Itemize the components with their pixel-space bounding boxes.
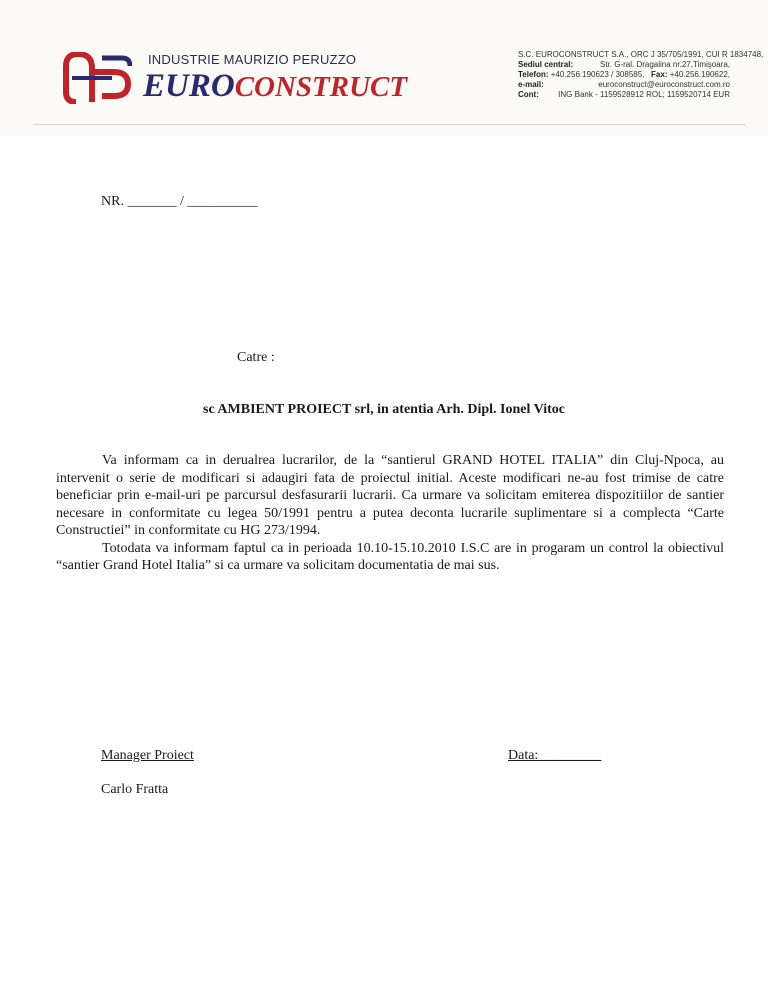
brand-part-construct: CONSTRUCT [234,71,408,103]
company-subtitle: INDUSTRIE MAURIZIO PERUZZO [148,52,357,67]
fax-value: +40.256.190622, [669,70,730,79]
cont-label: Cont: [518,90,539,99]
company-registration: S.C. EUROCONSTRUCT S.A., ORC J 35/705/1991, CUI R 1834748, [518,50,764,59]
telefon-value: +40.256.190623 / 308585, [550,70,645,79]
company-logo-icon [62,52,132,104]
sediu-value: Str. G-ral. Dragalina nr.27,Timişoara, [600,60,730,69]
body-paragraph-1: Va informam ca in derualrea lucrarilor, de la “santierul GRAND HOTEL ITALIA” din Cluj-Npoca, au intervenit o serie de modificari si adaugiri fata de proiectul initial. Aceste modificari ne-au fost trimise de catre beneficiar prin e-mail-uri pe parcursul desfasurarii lucrarii. Ca urmare va solicitam emiterea dispozitiilor de santier necesare in conformitate cu legea 50/1991 pentru a putea deconta lucrarile suplimentare si a complecta “Carte Constructiei” in conformitate cu HG 273/1994. [56,453,724,538]
email-label: e-mail: [518,80,544,89]
header-divider [34,124,746,125]
addressee-label: Catre : [237,350,275,365]
date-field-label: Data:_________ [508,748,602,763]
document-number-line: NR. _______ / __________ [101,194,258,209]
email-value: euroconstruct@euroconstruct.com.ro [598,80,730,89]
manager-label: Manager Proiect [101,748,194,763]
brand-name [143,66,407,107]
letter-body [56,452,724,575]
letterhead [0,0,768,136]
body-paragraph-2: Totodata va informam faptul ca in perioada 10.10-15.10.2010 I.S.C are in progaram un control la obiectivul “santier Grand Hotel Italia” si ca urmare va solicitam documentatia de mai sus. [56,540,724,573]
sediu-label: Sediul central: [518,60,574,69]
brand-part-euro: EURO [143,68,235,104]
telefon-label: Telefon: [518,70,549,79]
fax-label: Fax: [651,70,668,79]
cont-value: ING Bank - 1159528912 ROL; 1159520714 EUR [558,90,730,99]
signer-name: Carlo Fratta [101,782,169,797]
recipient-line: sc AMBIENT PROIECT srl, in atentia Arh. Dipl. Ionel Vitoc [203,402,565,417]
contact-block [518,50,764,100]
